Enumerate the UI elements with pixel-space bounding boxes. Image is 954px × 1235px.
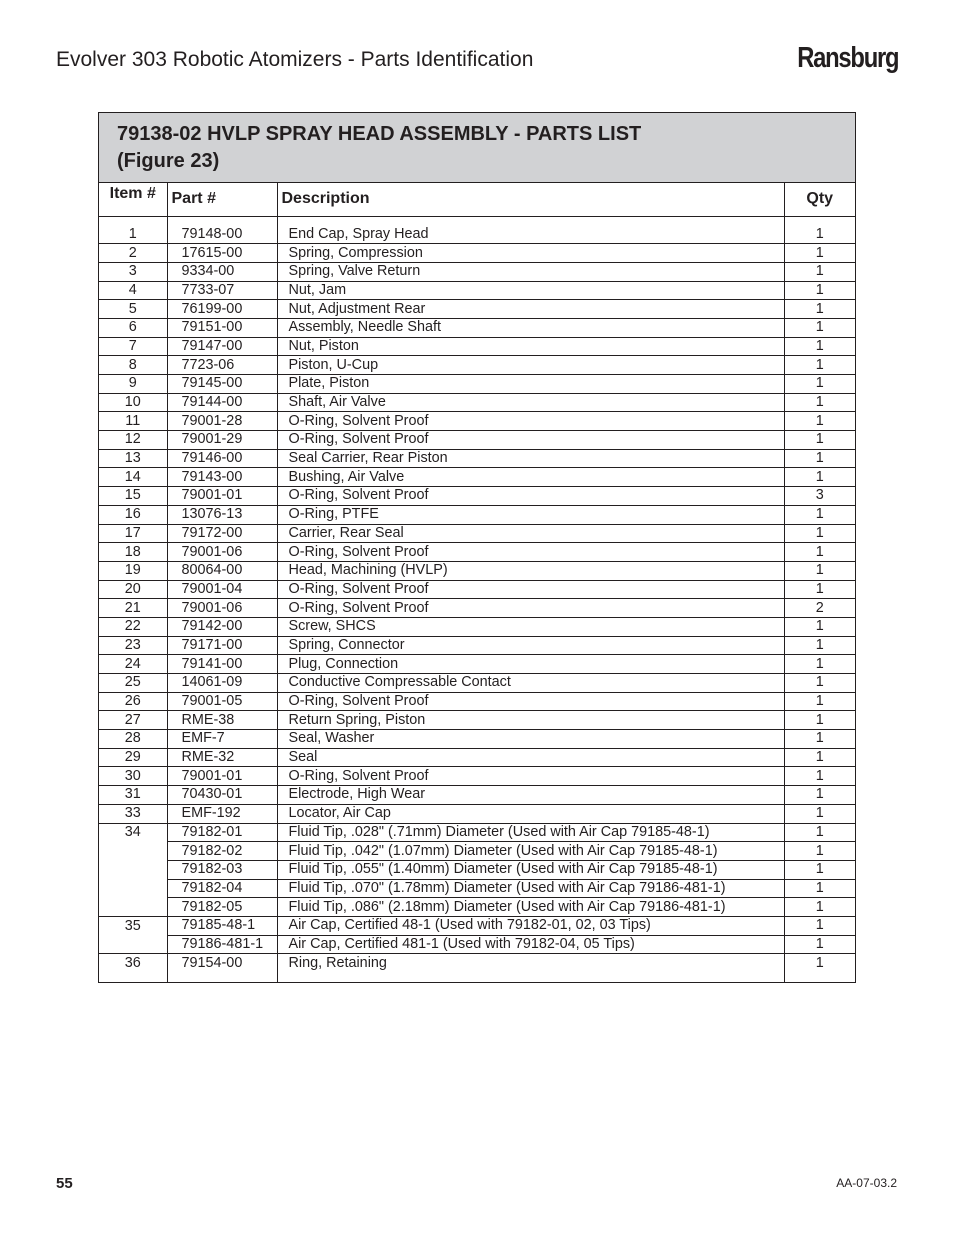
part-number-cell: 9334-00 [167,262,277,281]
qty-cell: 1 [784,655,855,674]
qty-cell: 1 [784,767,855,786]
table-row [99,692,855,711]
item-cell: 6 [99,318,167,337]
part-number-cell: 79001-04 [167,580,277,599]
description-cell: Air Cap, Certified 481-1 (Used with 79182-04, 05 Tips) [277,935,784,954]
description-cell: Piston, U-Cup [277,356,784,375]
part-number-cell: 7733-07 [167,281,277,300]
description-cell: Screw, SHCS [277,617,784,636]
part-number-cell: 79148-00 [167,225,277,244]
part-number-cell: RME-38 [167,711,277,730]
part-number-cell: RME-32 [167,748,277,767]
item-cell: 35 [99,916,167,935]
description-cell: O-Ring, Solvent Proof [277,767,784,786]
description-cell: Bushing, Air Valve [277,468,784,487]
description-cell: Seal, Washer [277,730,784,749]
part-number-cell: 79182-02 [167,842,277,861]
qty-cell: 1 [784,543,855,562]
table-row [99,711,855,730]
table-spacer-row [99,216,855,225]
table-row [99,318,855,337]
table-row [99,879,855,898]
qty-cell: 1 [784,468,855,487]
description-cell: Seal [277,748,784,767]
description-cell: Seal Carrier, Rear Piston [277,449,784,468]
qty-cell: 1 [784,935,855,954]
item-cell: 30 [99,767,167,786]
qty-cell: 1 [784,898,855,917]
description-cell: Nut, Jam [277,281,784,300]
part-number-cell: 79182-05 [167,898,277,917]
part-number-cell: 79001-28 [167,412,277,431]
description-cell: Assembly, Needle Shaft [277,318,784,337]
table-row [99,468,855,487]
part-number-cell: 79001-29 [167,431,277,450]
document-title: Evolver 303 Robotic Atomizers - Parts Identification [56,48,534,71]
column-header-description: Description [277,183,784,216]
parts-list-figure-ref: (Figure 23) [117,150,220,172]
table-row [99,599,855,618]
description-cell: Air Cap, Certified 48-1 (Used with 79182-01, 02, 03 Tips) [277,916,784,935]
description-cell: Fluid Tip, .042" (1.07mm) Diameter (Used with Air Cap 79185-48-1) [277,842,784,861]
part-number-cell: 79146-00 [167,449,277,468]
table-row [99,375,855,394]
item-cell [99,935,167,954]
table-row [99,898,855,917]
qty-cell: 1 [784,730,855,749]
table-row [99,823,855,842]
item-cell: 9 [99,375,167,394]
table-row [99,767,855,786]
description-cell: Head, Machining (HVLP) [277,561,784,580]
description-cell: End Cap, Spray Head [277,225,784,244]
parts-table-body [99,216,855,982]
qty-cell: 1 [784,524,855,543]
table-row [99,842,855,861]
table-row [99,655,855,674]
part-number-cell: 79142-00 [167,617,277,636]
table-row [99,449,855,468]
qty-cell: 1 [784,262,855,281]
part-number-cell: 79141-00 [167,655,277,674]
qty-cell: 1 [784,412,855,431]
part-number-cell: 80064-00 [167,561,277,580]
description-cell: Plug, Connection [277,655,784,674]
table-row [99,431,855,450]
item-cell [99,860,167,879]
description-cell: Return Spring, Piston [277,711,784,730]
part-number-cell: 79001-01 [167,767,277,786]
table-row [99,356,855,375]
qty-cell: 1 [784,617,855,636]
description-cell: Locator, Air Cap [277,804,784,823]
item-cell: 28 [99,730,167,749]
table-row [99,524,855,543]
qty-cell: 3 [784,487,855,506]
item-cell: 19 [99,561,167,580]
description-cell: Electrode, High Wear [277,786,784,805]
description-cell: Conductive Compressable Contact [277,674,784,693]
column-header-qty: Qty [784,183,855,216]
item-cell: 24 [99,655,167,674]
qty-cell: 1 [784,674,855,693]
item-cell: 15 [99,487,167,506]
qty-cell: 1 [784,692,855,711]
qty-cell: 1 [784,431,855,450]
table-row [99,300,855,319]
table-row [99,281,855,300]
description-cell: O-Ring, PTFE [277,505,784,524]
qty-cell: 1 [784,281,855,300]
item-cell: 1 [128,225,137,242]
table-row [99,543,855,562]
table-spacer-row [99,973,855,982]
qty-cell: 1 [784,786,855,805]
item-cell: 34 [99,823,167,842]
description-cell: Fluid Tip, .028" (.71mm) Diameter (Used with Air Cap 79185-48-1) [277,823,784,842]
part-number-cell: 79145-00 [167,375,277,394]
item-cell: 2 [99,244,167,263]
qty-cell: 1 [784,244,855,263]
qty-cell: 1 [784,823,855,842]
description-cell: Spring, Connector [277,636,784,655]
column-header-part: Part # [167,183,277,216]
qty-cell: 1 [784,375,855,394]
item-cell: 8 [99,356,167,375]
part-number-cell: 17615-00 [167,244,277,263]
table-row [99,412,855,431]
item-cell: 27 [99,711,167,730]
qty-cell: 1 [784,505,855,524]
description-cell: O-Ring, Solvent Proof [277,580,784,599]
table-row [99,580,855,599]
item-cell: 23 [99,636,167,655]
description-cell: Spring, Compression [277,244,784,263]
part-number-cell: EMF-192 [167,804,277,823]
part-number-cell: EMF-7 [167,730,277,749]
qty-cell: 1 [784,225,855,244]
qty-cell: 1 [784,393,855,412]
item-cell: 20 [99,580,167,599]
table-row [99,786,855,805]
table-row [99,262,855,281]
description-cell: Nut, Adjustment Rear [277,300,784,319]
part-number-cell: 79001-06 [167,599,277,618]
item-cell: 7 [99,337,167,356]
qty-cell: 1 [784,300,855,319]
parts-list-title: 79138-02 HVLP SPRAY HEAD ASSEMBLY - PARTS LIST [117,123,642,145]
table-row [99,561,855,580]
description-cell: Fluid Tip, .086" (2.18mm) Diameter (Used with Air Cap 79186-481-1) [277,898,784,917]
description-cell: Nut, Piston [277,337,784,356]
qty-cell: 1 [784,748,855,767]
description-cell: Shaft, Air Valve [277,393,784,412]
description-cell: Spring, Valve Return [277,262,784,281]
table-header-row [99,183,855,216]
qty-cell: 1 [784,449,855,468]
item-cell: 25 [99,674,167,693]
item-cell: 11 [99,412,167,431]
table-row [99,337,855,356]
description-cell: Plate, Piston [277,375,784,394]
item-cell: 16 [99,505,167,524]
qty-cell: 1 [784,356,855,375]
table-row [99,748,855,767]
part-number-cell: 79143-00 [167,468,277,487]
qty-cell: 2 [784,599,855,618]
item-cell [99,842,167,861]
table-row [99,935,855,954]
qty-cell: 1 [784,711,855,730]
qty-cell: 1 [784,337,855,356]
part-number-cell: 79151-00 [167,318,277,337]
table-row [99,860,855,879]
table-row [99,804,855,823]
part-number-cell: 79172-00 [167,524,277,543]
document-code: AA-07-03.2 [836,1176,897,1190]
qty-cell: 1 [784,561,855,580]
table-row [99,674,855,693]
part-number-cell: 13076-13 [167,505,277,524]
qty-cell: 1 [784,842,855,861]
item-cell: 12 [99,431,167,450]
item-cell: 4 [99,281,167,300]
brand-logo: Ransburg [796,42,898,74]
part-number-cell: 14061-09 [167,674,277,693]
item-cell: 29 [99,748,167,767]
part-number-cell: 79154-00 [167,954,277,973]
item-cell [99,898,167,917]
part-number-cell: 7723-06 [167,356,277,375]
table-row [99,487,855,506]
item-cell: 26 [99,692,167,711]
item-cell: 17 [99,524,167,543]
part-number-cell: 79001-05 [167,692,277,711]
parts-list-header [99,113,855,183]
column-header-item: Item # [99,183,167,216]
description-cell: O-Ring, Solvent Proof [277,599,784,618]
qty-cell: 1 [784,580,855,599]
description-cell: O-Ring, Solvent Proof [277,692,784,711]
qty-cell: 1 [784,318,855,337]
item-cell: 21 [99,599,167,618]
parts-table [99,183,855,982]
parts-list-box [98,112,856,983]
table-row [99,393,855,412]
qty-cell: 1 [784,636,855,655]
item-cell: 22 [99,617,167,636]
description-cell: Carrier, Rear Seal [277,524,784,543]
part-number-cell: 79185-48-1 [167,916,277,935]
part-number-cell: 79001-01 [167,487,277,506]
description-cell: Fluid Tip, .055" (1.40mm) Diameter (Used with Air Cap 79185-48-1) [277,860,784,879]
item-cell: 31 [99,786,167,805]
qty-cell: 1 [784,916,855,935]
table-row [99,954,855,973]
item-cell: 36 [99,954,167,973]
page-number: 55 [56,1175,73,1192]
part-number-cell: 79171-00 [167,636,277,655]
qty-cell: 1 [784,954,855,973]
table-row [99,244,855,263]
part-number-cell: 70430-01 [167,786,277,805]
qty-cell: 1 [784,804,855,823]
description-cell: O-Ring, Solvent Proof [277,412,784,431]
part-number-cell: 79186-481-1 [167,935,277,954]
table-row [99,617,855,636]
part-number-cell: 79182-03 [167,860,277,879]
description-cell: Fluid Tip, .070" (1.78mm) Diameter (Used with Air Cap 79186-481-1) [277,879,784,898]
part-number-cell: 79182-04 [167,879,277,898]
table-row [99,505,855,524]
description-cell: O-Ring, Solvent Proof [277,543,784,562]
qty-cell: 1 [784,879,855,898]
description-cell: O-Ring, Solvent Proof [277,431,784,450]
description-cell: O-Ring, Solvent Proof [277,487,784,506]
item-cell: 33 [99,804,167,823]
part-number-cell: 79001-06 [167,543,277,562]
table-row [99,916,855,935]
part-number-cell: 76199-00 [167,300,277,319]
item-cell: 13 [99,449,167,468]
part-number-cell: 79147-00 [167,337,277,356]
part-number-cell: 79144-00 [167,393,277,412]
item-cell: 14 [99,468,167,487]
item-cell: 18 [99,543,167,562]
table-row [99,636,855,655]
item-cell: 10 [99,393,167,412]
part-number-cell: 79182-01 [167,823,277,842]
table-row [99,730,855,749]
table-row [99,225,855,244]
item-cell: 5 [99,300,167,319]
item-cell [99,879,167,898]
qty-cell: 1 [784,860,855,879]
item-cell: 3 [99,262,167,281]
description-cell: Ring, Retaining [277,954,784,973]
